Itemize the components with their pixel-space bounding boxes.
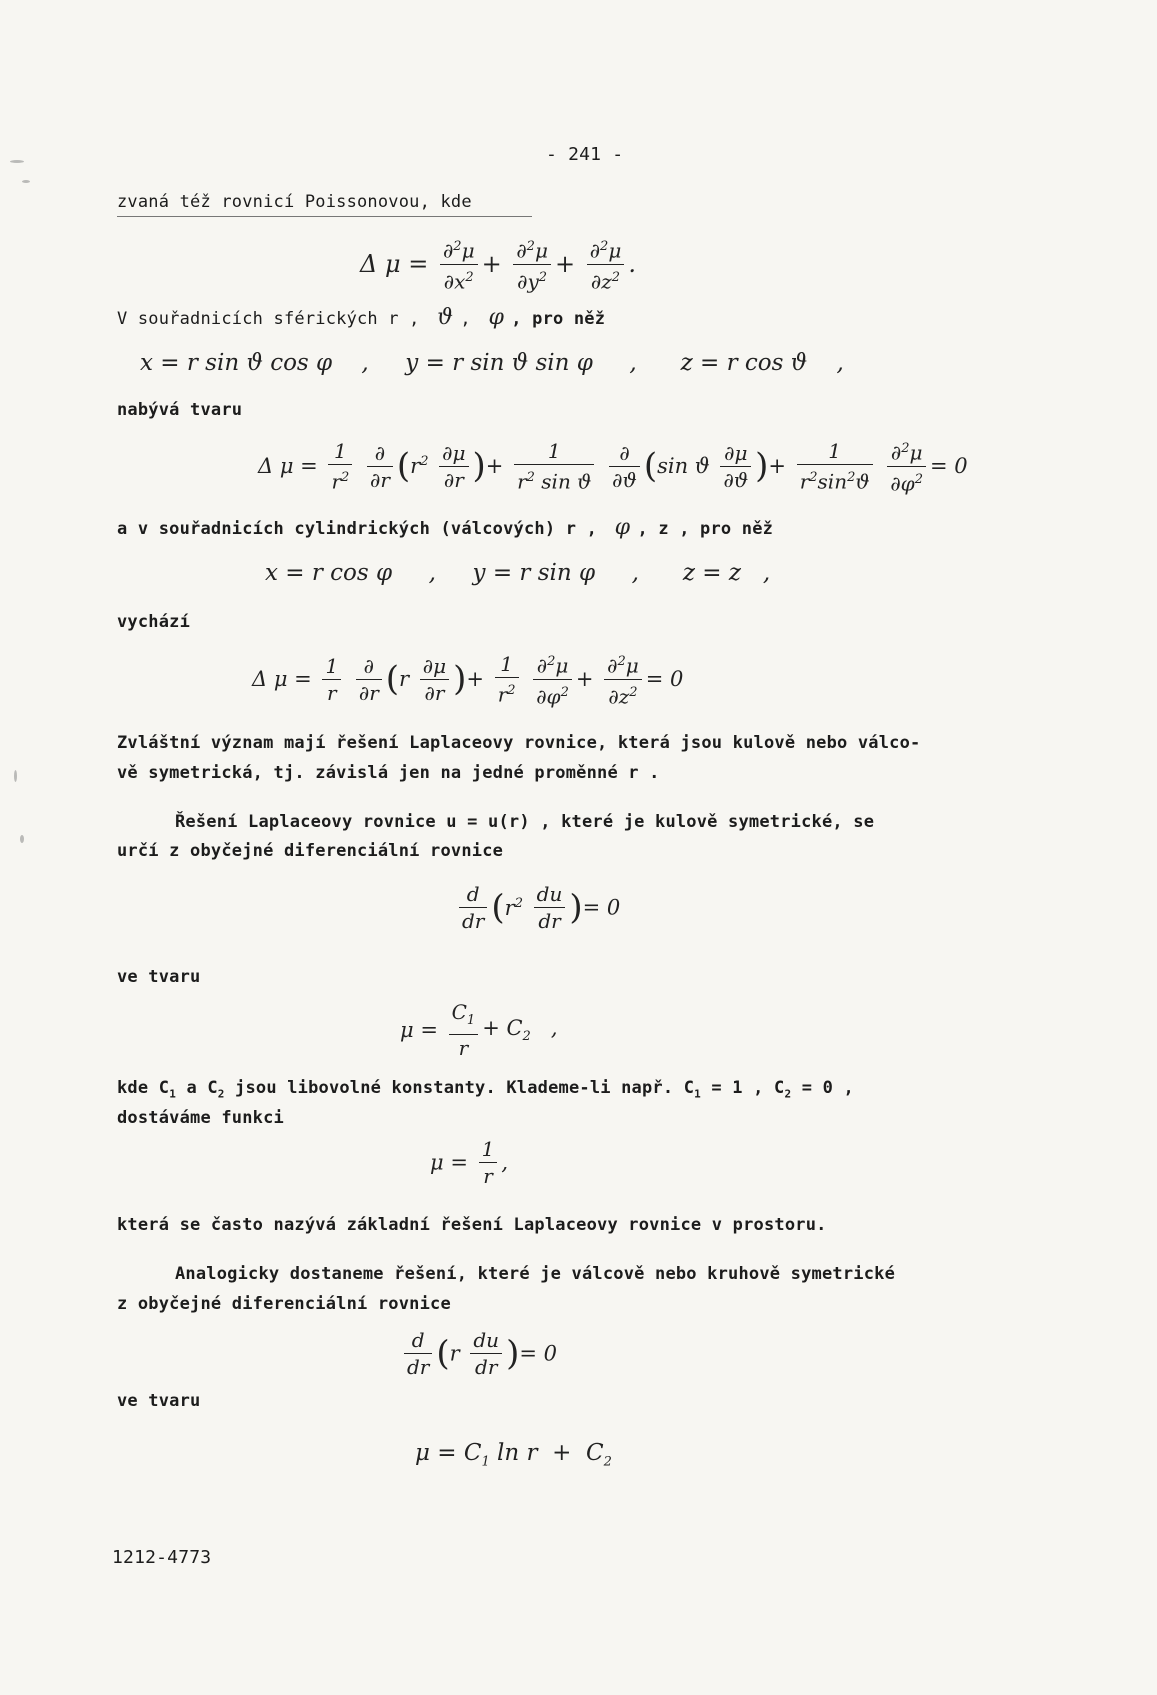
text-line-function: dostáváme funkci — [117, 1108, 284, 1128]
symbol-phi: φ — [481, 305, 512, 330]
text-line-cylindrical — [117, 515, 773, 540]
scan-mark — [10, 160, 24, 163]
text-line-ode-cylindrical: z obyčejné diferenciální rovnice — [117, 1294, 451, 1314]
spherical-label: V souřadnicích sférických r , — [117, 309, 420, 329]
text-line-ve-tvaru: ve tvaru — [117, 967, 201, 987]
text-line-tvaru: nabývá tvaru — [117, 400, 243, 420]
text-line-special-meaning: Zvláštní význam mají řešení Laplaceovy rovnice, která jsou kulově nebo válco- — [117, 733, 921, 753]
text-segment: a C — [176, 1078, 218, 1098]
scan-mark — [14, 770, 17, 782]
text-line-vychazi: vychází — [117, 612, 191, 632]
equation-spherical-coords: x = r sin ϑ cos φ , y = r sin ϑ sin φ , z = r cos ϑ , — [140, 350, 844, 376]
footer-code: 1212-4773 — [112, 1547, 212, 1568]
text-line-ode: určí z obyčejné diferenciální rovnice — [117, 841, 504, 861]
equation-solution-spherical: μ = $\frac{C_1}{r}$ + $C_2$ , — [400, 1000, 558, 1060]
equation-ode-cylindrical: $\frac{d}{dr}$ (r $\frac{du}{dr}$ )= 0 — [400, 1328, 557, 1379]
scan-mark — [22, 180, 30, 183]
equation-ode-spherical: $\frac{d}{dr}$ ($r^2$ $\frac{du}{dr}$ )= 0 — [455, 882, 620, 933]
text-segment: jsou libovolné konstanty. Klademe-li např. C — [224, 1078, 695, 1098]
text-line-analogically: Analogicky dostaneme řešení, které je válcově nebo kruhově symetrické — [175, 1264, 896, 1284]
text-segment: = 1 , C — [701, 1078, 785, 1098]
symbol-theta: ϑ — [430, 305, 461, 330]
scan-mark — [20, 835, 24, 843]
text-segment: = 0 , — [791, 1078, 854, 1098]
text-line-poisson: zvaná též rovnicí Poissonovou, kde — [117, 192, 472, 212]
text-line-solution-spherical: Řešení Laplaceovy rovnice u = u(r) , které je kulově symetrické, se — [175, 812, 875, 832]
underline-rule — [117, 216, 532, 217]
pro-nez-label: , pro něž — [511, 309, 606, 329]
equation-fundamental-solution: μ = $\frac{1}{r}$ , — [430, 1137, 509, 1188]
text-line-ve-tvaru-2: ve tvaru — [117, 1391, 201, 1411]
text-line-constants: kde $C_1$ a $C_2$ jsou libovolné konstanty. Klademe-li např. $C_1 = 1$ , $C_2 = 0$ , — [117, 1078, 854, 1101]
equation-laplacian: Δ μ = $\frac{\partial^2\mu}{\partial x^2}$ + $\frac{\partial^2\mu}{\partial y^2}$ + $\frac{\partial^2\mu}{\partial z^2}$ . — [360, 235, 636, 293]
cylindrical-label: a v souřadnicích cylindrických (válcových) r , — [117, 519, 598, 539]
text-line-fundamental: která se často nazývá základní řešení Laplaceovy rovnice v prostoru. — [117, 1215, 827, 1235]
text-segment: kde C — [117, 1078, 170, 1098]
text-line-symmetric: vě symetrická, tj. závislá jen na jedné proměnné r . — [117, 763, 660, 783]
equation-cylindrical-laplacian: Δ μ = $\frac{1}{r}$ $\frac{\partial}{\partial r}$ (r $\frac{\partial\mu}{\partial r}$ )+ $\frac{1}{r^2}$ $\frac{\partial^2\mu}{\partial\varphi^2}$ + $\frac{\partial^2\mu}{\partial z^2}$ = 0 — [252, 651, 684, 709]
symbol-phi: φ — [607, 515, 638, 540]
page-number: - 241 - — [546, 144, 624, 165]
pro-nez-label: , z , pro něž — [637, 519, 774, 539]
equation-cylindrical-coords: x = r cos φ , y = r sin φ , z = z , — [265, 560, 771, 586]
comma: , — [460, 309, 471, 329]
equation-solution-cylindrical: $\mu = C_1$ $\ln r + C_2$ — [415, 1440, 612, 1470]
text-line-spherical — [117, 305, 605, 330]
equation-spherical-laplacian: Δ μ = $\frac{1}{r^2}$ $\frac{\partial}{\partial r}$ ($r^2$ $\frac{\partial\mu}{\partial r}$ )+ $\frac{1}{r^2 \sin ϑ}$ $\frac{\partial}{\partial ϑ}$ (sin ϑ $\frac{\partial\mu}{\partial ϑ}$ )+ $\frac{1}{r^2\sin^2ϑ}$ $\frac{\partial^2\mu}{\partial\varphi^2}$ = 0 — [258, 438, 968, 496]
